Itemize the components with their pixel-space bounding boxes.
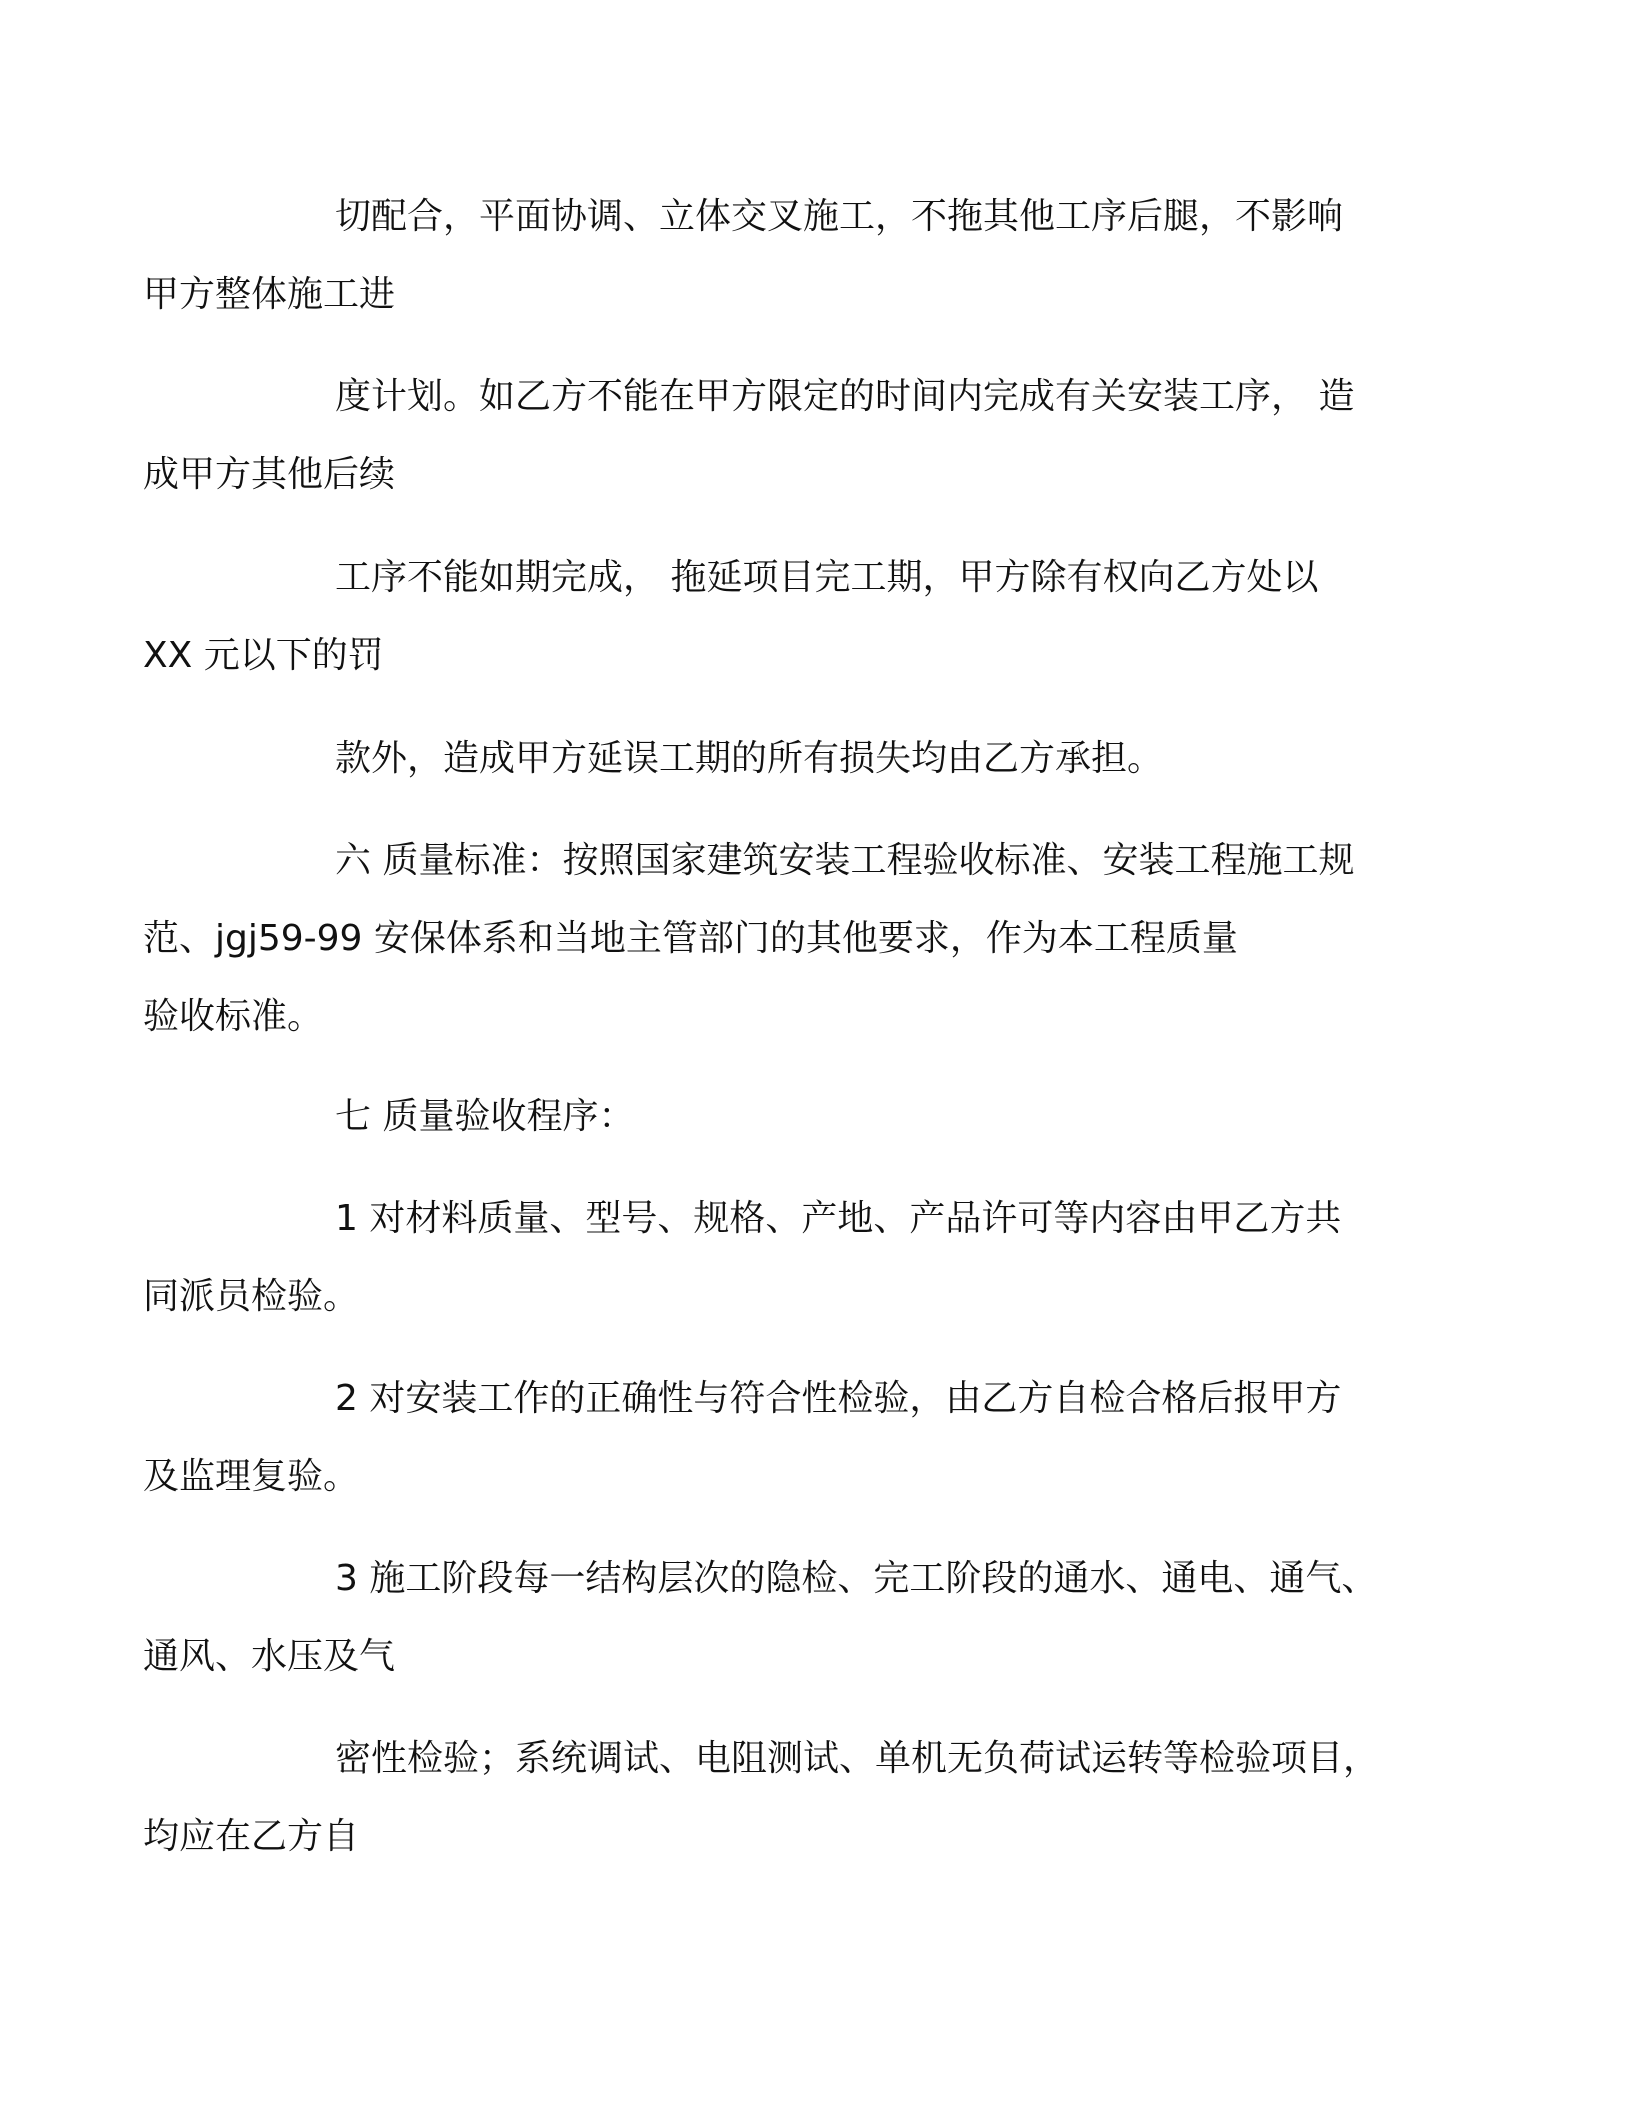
text-line: 1 对材料质量、型号、规格、产地、产品许可等内容由甲乙方共 [335,1198,1342,1239]
text-line: 款外，造成甲方延误工期的所有损失均由乙方承担。 [335,738,1164,779]
text-line: XX 元以下的罚 [143,635,384,676]
paragraph [143,1540,1399,1696]
text-line: 切配合，平面协调、立体交叉施工，不拖其他工序后腿，不影响 [335,196,1344,237]
text-line: 范、jgj59-99 安保体系和当地主管部门的其他要求，作为本工程质量 [143,918,1238,959]
text-line: 及监理复验。 [143,1456,360,1497]
paragraph [143,822,1399,1056]
text-line: 工序不能如期完成， 拖延项目完工期，甲方除有权向乙方处以 [335,557,1319,598]
text-line: 2 对安装工作的正确性与符合性检验，由乙方自检合格后报甲方 [335,1378,1342,1419]
text-line: 成甲方其他后续 [143,454,396,495]
text-line: 3 施工阶段每一结构层次的隐检、完工阶段的通水、通电、通气、 [335,1558,1378,1599]
paragraph [239,1078,1399,1156]
text-line: 七 质量验收程序： [335,1096,635,1137]
text-line: 甲方整体施工进 [143,274,396,315]
paragraph [143,1720,1399,1876]
text-line: 度计划。如乙方不能在甲方限定的时间内完成有关安装工序， 造 [335,376,1355,417]
paragraph [143,1180,1399,1336]
paragraph [143,178,1399,334]
text-line: 密性检验；系统调试、电阻测试、单机无负荷试运转等检验项目， [335,1738,1380,1779]
text-line: 六 质量标准：按照国家建筑安装工程验收标准、安装工程施工规 [335,840,1355,881]
text-line: 通风、水压及气 [143,1636,396,1677]
paragraph [239,720,1399,798]
text-line: 同派员检验。 [143,1276,360,1317]
text-line: 验收标准。 [143,996,324,1037]
paragraph [143,539,1399,695]
text-line: 均应在乙方自 [143,1816,360,1857]
paragraph [143,358,1399,514]
paragraph [143,1360,1399,1516]
